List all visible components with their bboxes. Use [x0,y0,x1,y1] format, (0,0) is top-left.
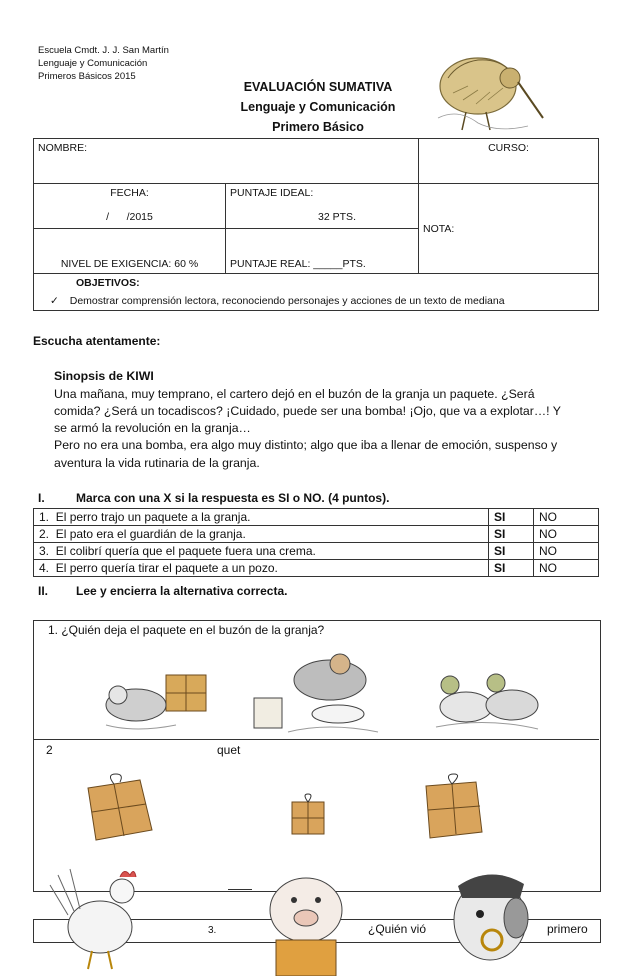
question-cell [34,526,489,543]
school-info [38,44,169,83]
sinopsis-p2-l2: aventura la vida rutinaria de la granja. [54,456,260,470]
sinopsis-p1-l2: comida? ¿Será un tocadiscos? ¡Cuidado, puede ser una bomba! ¡Ojo, que va a explotar…! Y [54,404,561,418]
no-option[interactable]: NO [534,543,599,560]
nivel-label: NIVEL DE EXIGENCIA: 60 % [60,258,199,270]
ducks-option[interactable] [426,655,546,737]
divider [228,889,252,890]
fecha-label: FECHA: [110,187,149,199]
question-text: El colibrí quería que el paquete fuera una crema. [55,544,316,558]
table-row [34,543,599,560]
sinopsis-p1-l1: Una mañana, muy temprano, el cartero dejó en el buzón de la granja un paquete. ¿Será [54,387,535,401]
q3-end: primero [547,922,588,936]
q2-number: 2 [46,743,53,757]
table-row [34,560,599,577]
section2-number: II. [38,584,49,598]
school-name: Escuela Cmdt. J. J. San Martín [38,45,169,56]
sinopsis-title: Sinopsis de KIWI [54,369,154,383]
puntaje-real-label: PUNTAJE REAL: _____PTS. [230,258,366,270]
rooster-option[interactable] [40,855,160,971]
doc-grade: Primero Básico [272,120,364,134]
kiwi-illustration [418,38,553,138]
section1-number: I. [38,491,45,505]
nota-label: NOTA: [423,222,455,235]
checkmark-icon: ✓ [50,295,59,307]
nota-cell[interactable] [419,184,599,274]
question-number: 1. [39,510,50,524]
question-text: El perro quería tirar el paquete a un pozo. [55,561,278,575]
school-grade: Primeros Básicos 2015 [38,71,136,82]
section1-instruction: Marca con una X si la respuesta es SI o NO. (4 puntos). [76,491,390,505]
si-option[interactable]: SI [489,560,534,577]
yes-no-table [33,508,599,577]
si-option[interactable]: SI [489,543,534,560]
q1-text: 1. ¿Quién deja el paquete en el buzón de la granja? [48,623,325,637]
pig-option[interactable] [254,870,358,976]
question-number: 4. [39,561,50,575]
curso-cell[interactable] [419,139,599,184]
school-subject: Lenguaje y Comunicación [38,58,148,69]
doc-title: EVALUACIÓN SUMATIVA [243,80,393,94]
fecha-cell[interactable] [34,184,226,229]
nivel-cell [34,229,226,274]
section2-instruction: Lee y encierra la alternativa correcta. [76,584,288,598]
curso-label: CURSO: [488,142,529,154]
puntaje-real-cell[interactable] [226,229,419,274]
doc-subtitle: Lenguaje y Comunicación [240,100,396,114]
table-row [34,526,599,543]
no-option[interactable]: NO [534,560,599,577]
dog-with-package-option[interactable] [96,655,216,737]
student-info-table [33,138,599,311]
question-number: 2. [39,527,50,541]
question-text: El pato era el guardián de la granja. [55,527,246,541]
question-cell [34,560,489,577]
no-option[interactable]: NO [534,526,599,543]
question-text: El perro trajo un paquete a la granja. [55,510,251,524]
objetivos-cell [34,274,599,311]
q3-fragment: ¿Quién vió [368,922,427,936]
nombre-label: NOMBRE: [38,142,88,154]
no-option[interactable]: NO [534,509,599,526]
question-cell [34,543,489,560]
sinopsis-p1-l3: se armó la revolución en la granja… [54,421,251,435]
q3-number: 3. [208,925,217,936]
puntaje-ideal-value: 32 PTS. [318,211,356,223]
table-row [34,509,599,526]
escucha-heading: Escucha atentamente: [33,334,161,348]
si-option[interactable]: SI [489,509,534,526]
bird-with-plate-option[interactable] [248,650,388,740]
large-package-option[interactable] [80,770,160,850]
si-option[interactable]: SI [489,526,534,543]
objetivo-item [50,295,594,307]
puntaje-ideal-label: PUNTAJE IDEAL: [230,187,314,199]
medium-package-option[interactable] [420,772,490,848]
fecha-value: / /2015 [106,211,153,223]
objetivo-text: Demostrar comprensión lectora, reconociendo personajes y acciones de un texto de mediana [69,295,505,307]
objetivos-label: OBJETIVOS: [76,277,140,289]
small-package-option[interactable] [286,790,330,838]
puntaje-ideal-cell [226,184,419,229]
sinopsis-p2-l1: Pero no era una bomba, era algo muy distinto; algo que iba a llenar de emoción, suspenso y [54,438,558,452]
nombre-cell[interactable] [34,139,419,184]
question-cell [34,509,489,526]
dog-detective-option[interactable] [440,858,540,976]
q2-fragment: quet [217,743,241,757]
question-number: 3. [39,544,50,558]
